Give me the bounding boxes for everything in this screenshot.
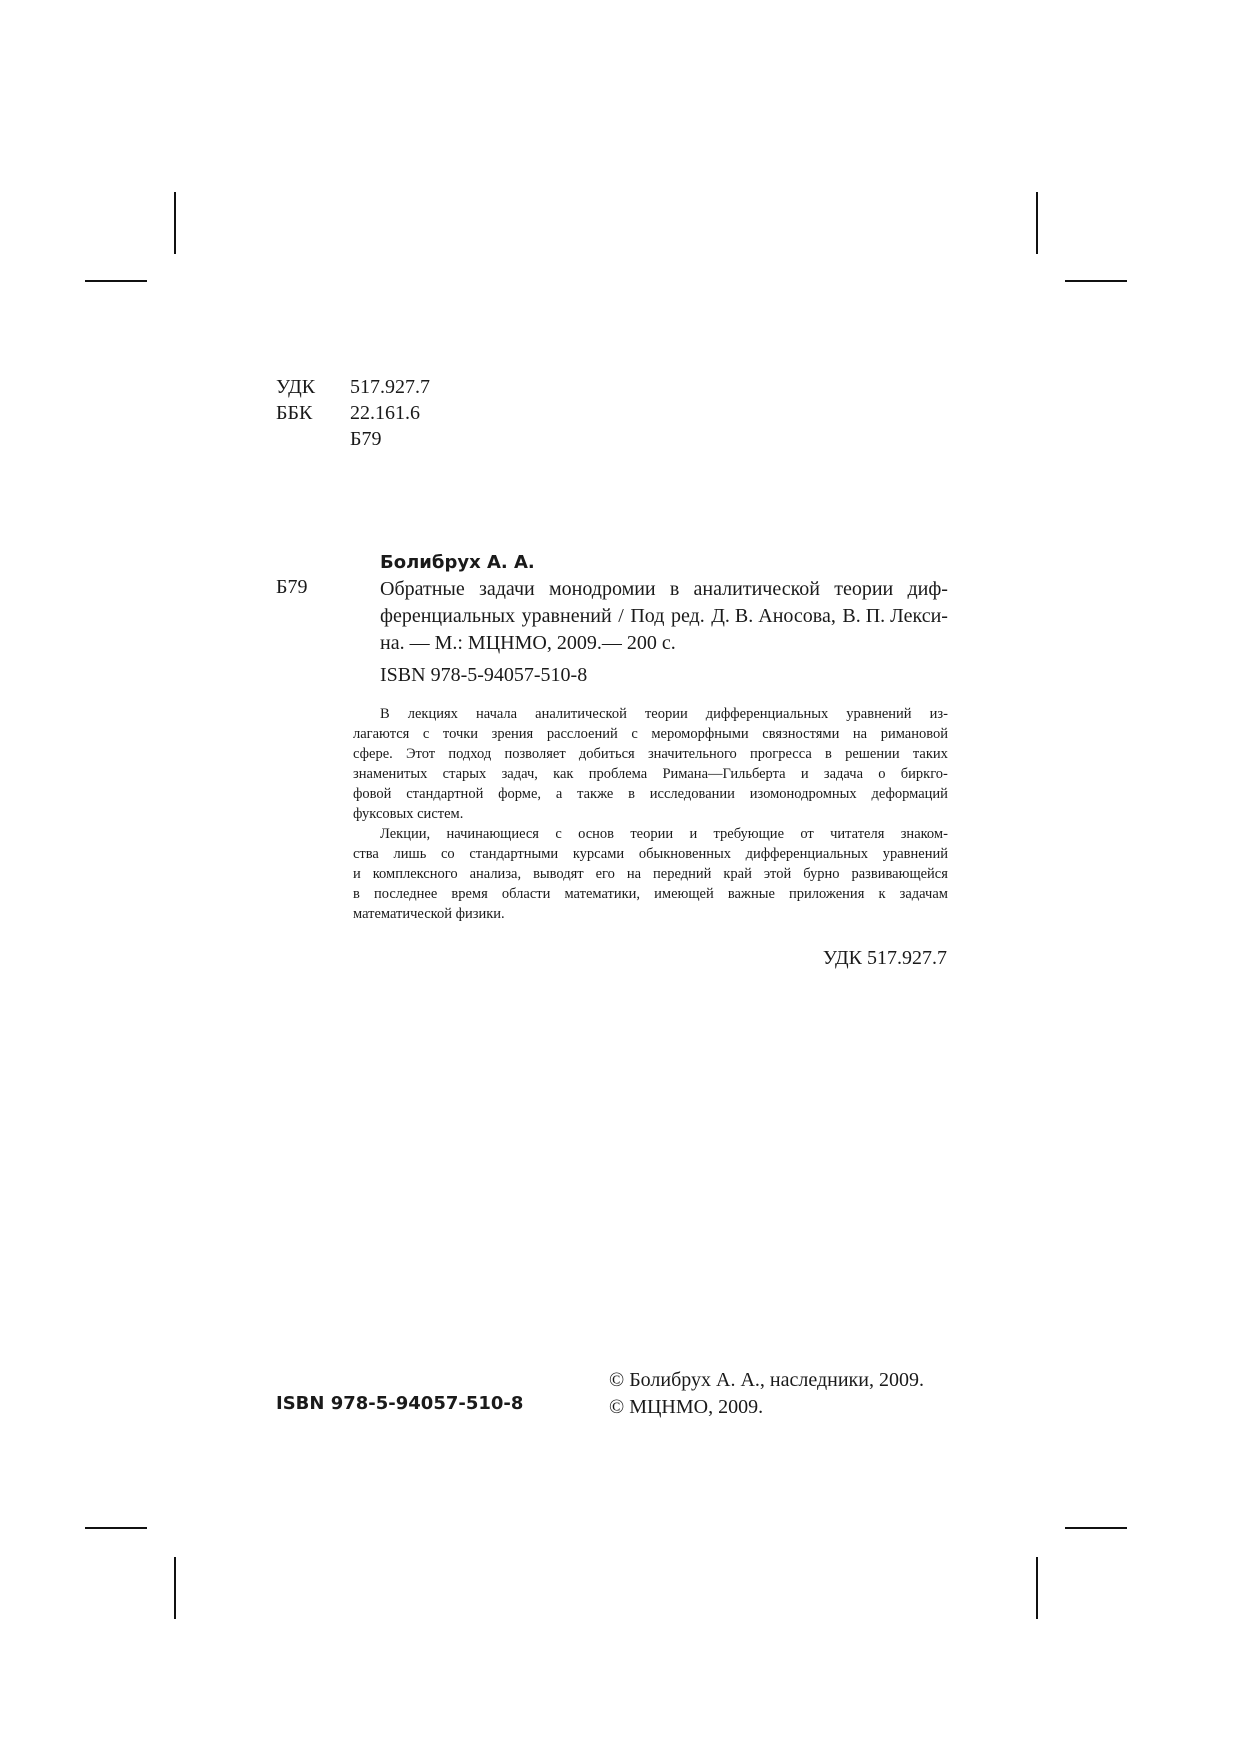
bbk-label: ББК bbox=[276, 402, 313, 424]
word: диф- bbox=[907, 578, 948, 600]
word: Этот bbox=[405, 746, 436, 762]
word: решении bbox=[845, 746, 900, 762]
copyright-block bbox=[609, 1367, 924, 1421]
word: на bbox=[626, 866, 642, 882]
crop-mark-bottom-right-horizontal bbox=[1065, 1527, 1127, 1529]
word: развивающейся bbox=[851, 866, 948, 882]
abstract-p2-line bbox=[353, 824, 948, 844]
abstract-p2-line bbox=[353, 864, 948, 884]
copyright-line-2: © МЦНМО, 2009. bbox=[609, 1396, 764, 1418]
abstract-p2-line bbox=[353, 904, 948, 924]
word: добиться bbox=[578, 746, 635, 762]
crop-mark-top-right-horizontal bbox=[1065, 280, 1127, 282]
word: ференциальных bbox=[380, 605, 516, 627]
word: ред. bbox=[670, 605, 705, 627]
word: как bbox=[553, 766, 574, 782]
word: деформаций bbox=[871, 786, 948, 802]
word: комплексного bbox=[372, 866, 458, 882]
author-name: Болибрух А. А. bbox=[380, 552, 535, 573]
abstract-p1-line bbox=[353, 704, 948, 724]
isbn-line: ISBN 978-5-94057-510-8 bbox=[380, 664, 588, 686]
abstract bbox=[353, 704, 948, 924]
word: Д. В. Аносова, bbox=[711, 605, 836, 627]
word: аналитической bbox=[693, 578, 820, 600]
word: на bbox=[852, 726, 868, 742]
word: мероморфными bbox=[651, 726, 749, 742]
word: стандартной bbox=[406, 786, 484, 802]
word: дифференциальных bbox=[745, 846, 869, 862]
abstract-p2-line bbox=[353, 844, 948, 864]
word: ства bbox=[353, 846, 379, 862]
word: край bbox=[723, 866, 752, 882]
word: проблема bbox=[588, 766, 648, 782]
crop-mark-top-right-vertical bbox=[1036, 192, 1038, 254]
word: с bbox=[422, 726, 430, 742]
word: прогресса bbox=[750, 746, 812, 762]
word: анализа, bbox=[469, 866, 522, 882]
word: исследовании bbox=[649, 786, 735, 802]
bbk-value: 22.161.6 bbox=[350, 402, 420, 424]
abstract-p2-line bbox=[353, 884, 948, 904]
word: из- bbox=[929, 706, 948, 722]
word: форме, bbox=[498, 786, 542, 802]
abstract-p1-line bbox=[353, 784, 948, 804]
word: начинающиеся bbox=[446, 826, 539, 842]
word: уравнений bbox=[846, 706, 912, 722]
word: сфере. bbox=[353, 746, 393, 762]
word: биркго- bbox=[900, 766, 948, 782]
word: фуксовых систем. bbox=[353, 806, 464, 822]
word: и bbox=[689, 826, 698, 842]
word: подход bbox=[448, 746, 492, 762]
word: последнее bbox=[373, 886, 438, 902]
word: знаком- bbox=[900, 826, 948, 842]
word: от bbox=[800, 826, 814, 842]
word: время bbox=[451, 886, 488, 902]
word: позволяет bbox=[504, 746, 566, 762]
udk-label: УДК bbox=[276, 376, 316, 398]
word: монодромии bbox=[548, 578, 656, 600]
word: области bbox=[501, 886, 551, 902]
reference-line bbox=[380, 630, 948, 657]
word: этой bbox=[763, 866, 792, 882]
classification-block bbox=[276, 374, 430, 452]
word: точки bbox=[442, 726, 479, 742]
word: теории bbox=[630, 826, 674, 842]
word: требующие bbox=[713, 826, 784, 842]
word: начала bbox=[475, 706, 518, 722]
word: / bbox=[618, 605, 624, 627]
crop-mark-top-left-horizontal bbox=[85, 280, 147, 282]
abstract-p1-line bbox=[353, 724, 948, 744]
word: расслоений bbox=[546, 726, 618, 742]
word: в bbox=[825, 746, 832, 762]
word: уравнений bbox=[882, 846, 948, 862]
word: в bbox=[669, 578, 680, 600]
word: бурно bbox=[803, 866, 840, 882]
abstract-p1-line bbox=[353, 764, 948, 784]
word: зрения bbox=[491, 726, 534, 742]
word: теории bbox=[644, 706, 688, 722]
word: обыкновенных bbox=[638, 846, 731, 862]
word: курсами bbox=[572, 846, 625, 862]
word: Под bbox=[630, 605, 665, 627]
abstract-p1-line bbox=[353, 804, 948, 824]
word: и bbox=[353, 866, 361, 882]
word: математики, bbox=[564, 886, 641, 902]
word: уравнений bbox=[521, 605, 612, 627]
udk-value: 517.927.7 bbox=[350, 376, 430, 398]
word: лишь bbox=[393, 846, 427, 862]
word: с bbox=[631, 726, 638, 742]
word: В. П. Лекси- bbox=[842, 605, 948, 627]
word: со bbox=[441, 846, 455, 862]
word: аналитической bbox=[535, 706, 627, 722]
word: Лекции, bbox=[380, 826, 431, 842]
word: задача bbox=[823, 766, 863, 782]
word: задачи bbox=[478, 578, 535, 600]
word: значительного bbox=[647, 746, 737, 762]
word: математической физики. bbox=[353, 906, 505, 922]
udk-footer: УДК 517.927.7 bbox=[822, 947, 947, 969]
word: на. — М.: МЦНМО, 2009.— 200 с. bbox=[380, 632, 676, 654]
word: римановой bbox=[880, 726, 948, 742]
author-code: Б79 bbox=[276, 576, 308, 598]
word: приложения bbox=[789, 886, 865, 902]
word: выводят bbox=[533, 866, 584, 882]
word: задач, bbox=[501, 766, 538, 782]
word: имеющей bbox=[654, 886, 714, 902]
word: задачам bbox=[899, 886, 948, 902]
word: и bbox=[800, 766, 809, 782]
word: В bbox=[380, 706, 390, 722]
bibliographic-reference bbox=[380, 576, 948, 657]
abstract-p1-line bbox=[353, 744, 948, 764]
word: связностями bbox=[762, 726, 840, 742]
word: в bbox=[353, 886, 360, 902]
crop-mark-bottom-left-horizontal bbox=[85, 1527, 147, 1529]
word: теории bbox=[834, 578, 894, 600]
word: фовой bbox=[353, 786, 392, 802]
word: Римана—Гильберта bbox=[662, 766, 786, 782]
word: таких bbox=[912, 746, 948, 762]
word: а bbox=[555, 786, 563, 802]
word: с bbox=[555, 826, 562, 842]
copyright-line-1: © Болибрух А. А., наследники, 2009. bbox=[609, 1369, 924, 1391]
word: его bbox=[595, 866, 615, 882]
word: важные bbox=[727, 886, 775, 902]
crop-mark-bottom-left-vertical bbox=[174, 1557, 176, 1619]
reference-line bbox=[380, 576, 948, 603]
word: основ bbox=[578, 826, 614, 842]
word: Обратные bbox=[380, 578, 465, 600]
isbn-bold: ISBN 978-5-94057-510-8 bbox=[276, 1393, 524, 1414]
word: к bbox=[878, 886, 886, 902]
word: изомонодромных bbox=[749, 786, 857, 802]
word: также bbox=[577, 786, 614, 802]
crop-mark-bottom-right-vertical bbox=[1036, 1557, 1038, 1619]
reference-line bbox=[380, 603, 948, 630]
crop-mark-top-left-vertical bbox=[174, 192, 176, 254]
word: передний bbox=[653, 866, 712, 882]
author-sign: Б79 bbox=[350, 428, 382, 450]
word: старых bbox=[442, 766, 487, 782]
word: о bbox=[878, 766, 886, 782]
word: дифференциальных bbox=[705, 706, 829, 722]
word: читателя bbox=[830, 826, 885, 842]
word: в bbox=[628, 786, 635, 802]
word: лекциях bbox=[407, 706, 458, 722]
word: лагаются bbox=[353, 726, 410, 742]
word: стандартными bbox=[469, 846, 559, 862]
word: знаменитых bbox=[353, 766, 428, 782]
